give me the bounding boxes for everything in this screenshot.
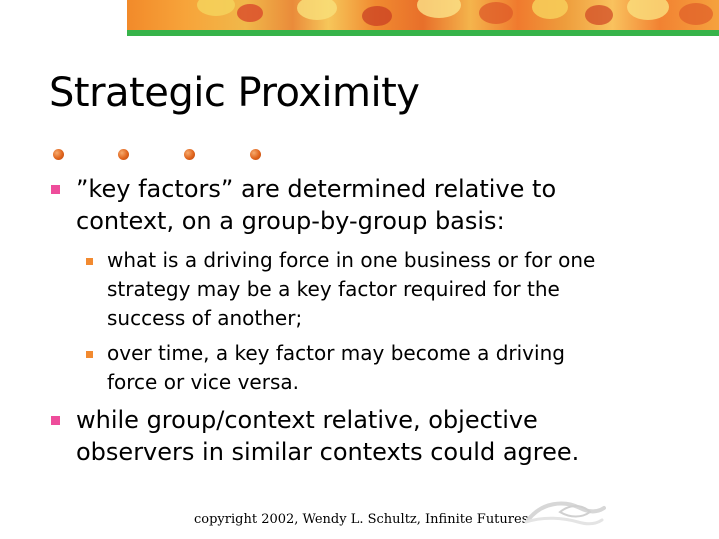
bullet-line: ”key factors” are determined relative to (76, 175, 557, 203)
subbullet-marker-icon (86, 258, 93, 265)
subbullet-line: success of another; (107, 306, 303, 330)
bullet-marker-icon (51, 185, 60, 194)
bullet-text (76, 173, 556, 237)
bullet-marker-icon (51, 416, 60, 425)
subbullet-line: strategy may be a key factor required for the (107, 277, 560, 301)
orange-dot-icon (250, 149, 261, 160)
subbullet-line: over time, a key factor may become a driving (107, 341, 565, 365)
header-accent-bar (127, 30, 719, 36)
bullet-line: context, on a group-by-group basis: (76, 207, 505, 235)
orange-dot-icon (53, 149, 64, 160)
subbullet-line: force or vice versa. (107, 370, 299, 394)
orange-dot-icon (184, 149, 195, 160)
subbullet-text (107, 246, 595, 333)
subbullet-line: what is a driving force in one business or for one (107, 248, 596, 272)
slide-title: Strategic Proximity (49, 70, 420, 116)
orange-dot-icon (118, 149, 129, 160)
subbullet-marker-icon (86, 351, 93, 358)
swoosh-logo-icon (524, 498, 606, 530)
bullet-text (76, 404, 579, 468)
bullet-line: observers in similar contexts could agree. (76, 438, 580, 466)
subbullet-text (107, 339, 565, 397)
bullet-line: while group/context relative, objective (76, 406, 538, 434)
header-banner-image (127, 0, 719, 30)
copyright-footer: copyright 2002, Wendy L. Schultz, Infinite Futures (194, 512, 529, 527)
